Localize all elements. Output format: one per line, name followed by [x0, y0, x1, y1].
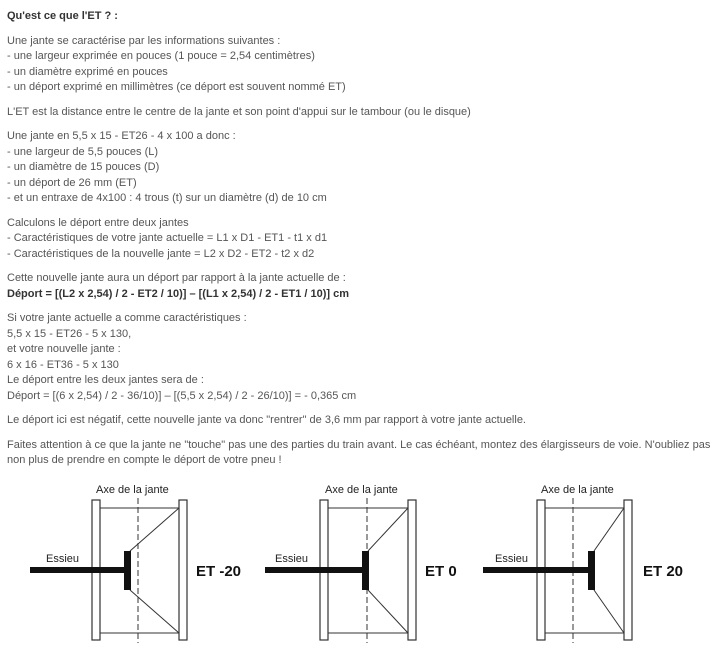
text-line: 6 x 16 - ET36 - 5 x 130 [7, 358, 119, 371]
list-item: - Caractéristiques de votre jante actuelle = L1 x D1 - ET1 - t1 x d1 [7, 232, 328, 244]
text-line: et votre nouvelle jante : [7, 343, 121, 355]
disc-line-bottom [594, 590, 624, 633]
axis-label: Axe de la jante [96, 484, 169, 496]
list-item: - une largeur de 5,5 pouces (L) [7, 145, 159, 158]
article-body [7, 9, 715, 469]
et-diagrams [0, 478, 719, 645]
hub-plate [362, 551, 369, 590]
list-item: - un déport exprimé en millimètres (ce déport est souvent nommé ET) [7, 81, 346, 93]
list-item: - une largeur exprimée en pouces (1 pouce = 2,54 centimètres) [7, 50, 315, 62]
rim-right-flange [624, 500, 632, 640]
disc-line-top [594, 508, 624, 551]
axle-label: Essieu [46, 553, 80, 565]
text-line: non plus de prendre en compte le déport de votre pneu ! [7, 454, 282, 466]
warning-section [7, 438, 715, 469]
et-diagram-positive [483, 478, 708, 645]
section-lead: Cette nouvelle jante aura un déport par rapport à la jante actuelle de : [7, 272, 346, 284]
list-item: - un déport de 26 mm (ET) [7, 176, 137, 189]
application-section [7, 311, 715, 404]
et-diagram-negative [30, 478, 250, 645]
calculation-section [7, 216, 715, 263]
axle-shaft [265, 567, 362, 573]
axle-shaft [483, 567, 588, 573]
text-line: Faites attention à ce que la jante ne "touche" pas une des parties du train avant. Le cas échéant, montez des élargisseurs de voie. N'oubliez pas [7, 438, 711, 451]
axle-label: Essieu [275, 553, 309, 565]
et-label: ET -20 [196, 563, 242, 580]
axle-shaft [30, 567, 124, 573]
example-section [7, 129, 715, 207]
axis-label: Axe de la jante [325, 484, 398, 496]
text-line: Le déport entre les deux jantes sera de : [7, 374, 204, 386]
axle-label: Essieu [495, 553, 529, 565]
section-lead: Une jante en 5,5 x 15 - ET26 - 4 x 100 a donc : [7, 130, 236, 142]
text-line: Si votre jante actuelle a comme caractéristiques : [7, 312, 247, 324]
text-line: Déport = [(6 x 2,54) / 2 - 36/10)] – [(5,5 x 2,54) / 2 - 26/10)] = - 0,365 cm [7, 389, 357, 402]
et-label: ET 20 [643, 563, 684, 580]
list-item: - un diamètre exprimé en pouces [7, 65, 168, 78]
disc-line-top [130, 508, 179, 551]
rim-right-flange [179, 500, 187, 640]
rim-right-flange [408, 500, 416, 640]
disc-line-bottom [130, 590, 179, 633]
section-lead: Calculons le déport entre deux jantes [7, 216, 189, 229]
hub-plate [124, 551, 131, 590]
conclusion: Le déport ici est négatif, cette nouvelle jante va donc "rentrer" de 3,6 mm par rapport à votre jante actuelle. [7, 414, 526, 426]
section-lead: Une jante se caractérise par les informations suivantes : [7, 34, 281, 47]
page-title: Qu'est ce que l'ET ? : [7, 10, 118, 22]
et-label: ET 0 [425, 563, 457, 580]
disc-line-top [368, 508, 408, 551]
list-item: - un diamètre de 15 pouces (D) [7, 161, 160, 173]
hub-plate [588, 551, 595, 590]
offset-formula: Déport = [(L2 x 2,54) / 2 - ET2 / 10)] – [(L1 x 2,54) / 2 - ET1 / 10)] cm [7, 287, 350, 300]
axis-label: Axe de la jante [541, 484, 614, 496]
text-line: 5,5 x 15 - ET26 - 5 x 130, [7, 327, 132, 340]
rim-characteristics-section [7, 34, 715, 96]
et-definition: L'ET est la distance entre le centre de la jante et son point d'appui sur le tambour (ou le disque) [7, 105, 471, 118]
list-item: - Caractéristiques de la nouvelle jante = L2 x D2 - ET2 - t2 x d2 [7, 247, 315, 260]
et-diagram-zero [265, 478, 475, 645]
formula-section [7, 271, 715, 302]
disc-line-bottom [368, 590, 408, 633]
list-item: - et un entraxe de 4x100 : 4 trous (t) sur un diamètre (d) de 10 cm [7, 192, 327, 204]
